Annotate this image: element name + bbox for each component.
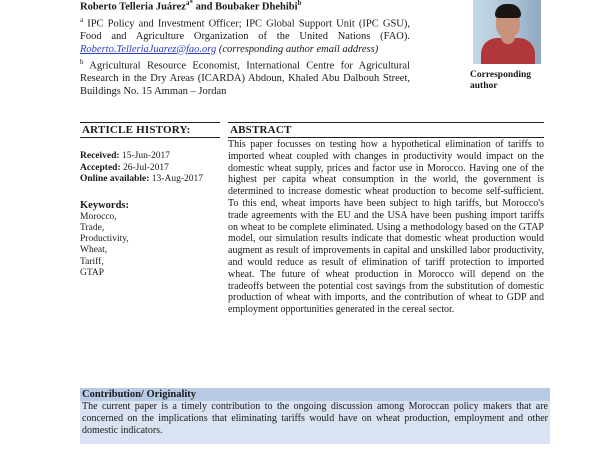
second-author: and Boubaker Dhehibi xyxy=(192,1,298,13)
abstract-heading: ABSTRACT xyxy=(228,122,544,138)
author-photo xyxy=(473,0,541,64)
email-note: (corresponding author email address) xyxy=(216,43,379,55)
abstract-text: This paper focusses on testing how a hypothetical elimination of tariffs to imported wheat coupled with changes in productivity would impact on the domestic wheat supply, prices and factor use in Morocco. Having one of the highest per capita wheat consumption in the world, the government is determined to increase domestic wheat production to become self-sufficient. To this end, wheat imports have been subject to high tariffs, but Morocco's trade agreements with the EU and the USA have been pushing import tariffs on wheat to be complete eliminated. Using a methodology based on the GTAP model, our simulation results indicate that domestic wheat production would augment as result of improvements in capital and unskilled labor productivity, and would reduce as result of elimination of tariff protection to imported wheat. The future of wheat production in Morocco will depend on the tradeoffs between the potential cost savings from the substitution of domestic production of wheat with imports, and the contribution of wheat to GDP and employment opportunities generated in the cereal sector. xyxy=(228,139,544,316)
keyword-item: Morocco, xyxy=(80,211,117,222)
online-date xyxy=(80,174,220,186)
keywords-list xyxy=(80,212,220,280)
received-value: 15-Jun-2017 xyxy=(119,151,170,161)
online-value: 13-Aug-2017 xyxy=(149,174,203,184)
affiliation-a xyxy=(80,14,410,56)
author-names xyxy=(80,0,410,14)
keywords-heading: Keywords: xyxy=(80,199,129,211)
accepted-date xyxy=(80,163,220,175)
affiliation-b-text: Agricultural Resource Economist, International Centre for Agricultural Research in the Dry Areas (ICARDA) Abdoun, Khaled Abu Dalbouh Street, Buildings No. 15 Amman – Jordan xyxy=(80,60,410,97)
online-label: Online available: xyxy=(80,174,150,184)
first-author-sup: a* xyxy=(185,0,193,7)
photo-caption: Corresponding author xyxy=(470,70,532,91)
accepted-value: 26-Jul-2017 xyxy=(120,162,169,173)
contribution-text: The current paper is a timely contribution to the ongoing discussion among Moroccan policy makers that are concerned on the implications that eliminating tariffs would have on wheat production, employment and other domestic indicators. xyxy=(82,401,548,436)
affiliation-a-sup: a xyxy=(80,16,84,24)
first-author: Roberto Telleria Juárez xyxy=(80,1,186,13)
photo-hair xyxy=(495,4,521,18)
author-email-link[interactable]: Roberto.TelleriaJuarez@fao.org xyxy=(80,43,217,55)
keyword-item: Trade, xyxy=(80,222,105,233)
affiliation-b xyxy=(80,56,410,98)
abstract-column xyxy=(228,122,544,316)
received-date xyxy=(80,151,220,163)
article-history-column xyxy=(80,122,220,279)
affiliation-b-sup: b xyxy=(80,58,84,66)
keyword-item: Tariff, xyxy=(80,256,104,267)
keyword-item: Wheat, xyxy=(80,245,108,256)
contribution-box xyxy=(80,388,550,444)
received-label: Received: xyxy=(80,151,120,161)
contribution-heading: Contribution/ Originality xyxy=(80,388,550,401)
second-author-sup: b xyxy=(297,0,302,7)
authors-block xyxy=(80,0,410,98)
keyword-item: GTAP xyxy=(80,267,105,278)
article-history-heading: ARTICLE HISTORY: xyxy=(80,122,220,138)
affiliation-a-text: IPC Policy and Investment Officer; IPC Global Support Unit (IPC GSU), Food and Agriculture Organization of the United Nations (FAO). xyxy=(80,18,410,42)
accepted-label: Accepted: xyxy=(80,162,121,173)
history-dates xyxy=(80,151,220,186)
keyword-item: Productivity, xyxy=(80,234,129,245)
